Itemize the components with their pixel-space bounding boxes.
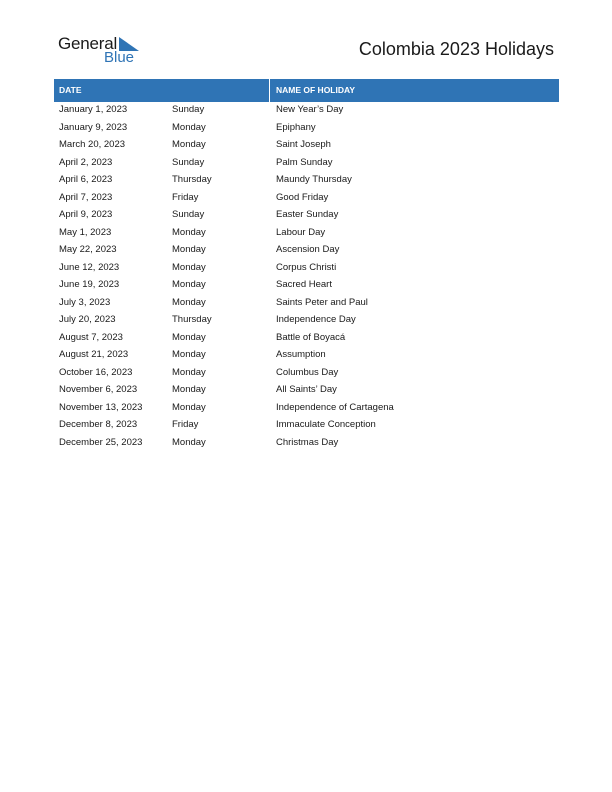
table-row	[54, 329, 559, 347]
holiday-name: Immaculate Conception	[276, 419, 376, 430]
holiday-weekday: Monday	[172, 296, 206, 308]
holiday-name: All Saints’ Day	[276, 384, 337, 395]
holiday-weekday: Monday	[172, 226, 206, 238]
holiday-name: Maundy Thursday	[276, 174, 352, 185]
holiday-weekday: Monday	[172, 401, 206, 413]
holiday-weekday: Sunday	[172, 104, 205, 115]
holiday-date: June 12, 2023	[59, 261, 120, 273]
holiday-date: January 1, 2023	[59, 104, 128, 115]
holiday-weekday: Monday	[172, 261, 206, 273]
holiday-name: Independence of Cartagena	[276, 401, 394, 413]
table-row	[54, 206, 559, 224]
column-header-date: DATE	[59, 85, 82, 95]
table-row	[54, 276, 559, 294]
page-title: Colombia 2023 Holidays	[358, 39, 554, 59]
holiday-date: April 9, 2023	[59, 209, 113, 220]
holiday-date: October 16, 2023	[59, 366, 133, 378]
holiday-weekday: Monday	[172, 384, 206, 395]
holiday-weekday: Thursday	[172, 314, 212, 325]
holiday-name: New Year’s Day	[276, 104, 344, 115]
table-row	[54, 136, 559, 154]
holiday-weekday: Sunday	[172, 156, 205, 168]
holiday-name: Epiphany	[276, 121, 316, 133]
table-row	[54, 259, 559, 277]
holiday-weekday: Monday	[172, 331, 206, 343]
holiday-date: June 19, 2023	[59, 279, 120, 290]
holiday-weekday: Monday	[172, 349, 206, 360]
table-header	[54, 79, 559, 102]
holiday-weekday: Monday	[172, 366, 206, 378]
holiday-weekday: Monday	[172, 279, 206, 290]
holiday-name: Saint Joseph	[276, 139, 331, 150]
holiday-name: Sacred Heart	[276, 279, 332, 290]
holiday-name: Battle of Boyacá	[276, 331, 346, 343]
brand-logo	[58, 34, 148, 68]
table-row	[54, 399, 559, 417]
header-divider	[269, 79, 270, 102]
table-row	[54, 381, 559, 399]
holiday-name: Saints Peter and Paul	[276, 296, 368, 308]
table-row	[54, 154, 559, 172]
holiday-name: Easter Sunday	[276, 209, 339, 220]
holiday-weekday: Monday	[172, 139, 206, 150]
holiday-date: December 25, 2023	[59, 436, 143, 448]
holiday-date: November 6, 2023	[59, 384, 138, 395]
table-row	[54, 171, 559, 189]
holiday-weekday: Monday	[172, 244, 206, 255]
holiday-date: July 20, 2023	[59, 314, 116, 325]
table-row	[54, 119, 559, 137]
table-row	[54, 416, 559, 434]
holiday-weekday: Friday	[172, 419, 199, 430]
holiday-date: April 6, 2023	[59, 174, 113, 185]
column-header-name: NAME OF HOLIDAY	[276, 85, 356, 95]
table-row	[54, 311, 559, 329]
holiday-date: April 2, 2023	[59, 156, 113, 168]
holiday-name: Labour Day	[276, 226, 326, 238]
holiday-date: November 13, 2023	[59, 401, 143, 413]
holiday-date: August 7, 2023	[59, 331, 123, 343]
logo-word-blue: Blue	[104, 49, 135, 66]
table-row	[54, 224, 559, 242]
holiday-date: January 9, 2023	[59, 121, 128, 133]
table-body	[54, 101, 559, 451]
table-row	[54, 434, 559, 452]
holiday-name: Christmas Day	[276, 436, 339, 448]
holiday-weekday: Monday	[172, 121, 206, 133]
holiday-name: Good Friday	[276, 191, 329, 203]
holiday-date: July 3, 2023	[59, 296, 111, 308]
holiday-date: April 7, 2023	[59, 191, 113, 203]
holiday-table	[54, 79, 559, 451]
holiday-date: May 1, 2023	[59, 226, 112, 238]
table-row	[54, 294, 559, 312]
holiday-date: August 21, 2023	[59, 349, 129, 360]
holiday-weekday: Sunday	[172, 209, 205, 220]
holiday-name: Assumption	[276, 349, 326, 360]
holiday-name: Columbus Day	[276, 366, 339, 378]
holiday-date: December 8, 2023	[59, 419, 138, 430]
holiday-name: Ascension Day	[276, 244, 340, 255]
holiday-name: Palm Sunday	[276, 156, 333, 168]
holiday-name: Independence Day	[276, 314, 356, 325]
logo-word-general: General	[58, 34, 118, 53]
holiday-date: March 20, 2023	[59, 139, 126, 150]
holiday-weekday: Friday	[172, 191, 199, 203]
holiday-date: May 22, 2023	[59, 244, 117, 255]
table-row	[54, 346, 559, 364]
table-row	[54, 189, 559, 207]
table-row	[54, 101, 559, 119]
holiday-name: Corpus Christi	[276, 261, 337, 273]
holiday-weekday: Thursday	[172, 174, 212, 185]
table-row	[54, 241, 559, 259]
holiday-weekday: Monday	[172, 436, 206, 448]
table-row	[54, 364, 559, 382]
